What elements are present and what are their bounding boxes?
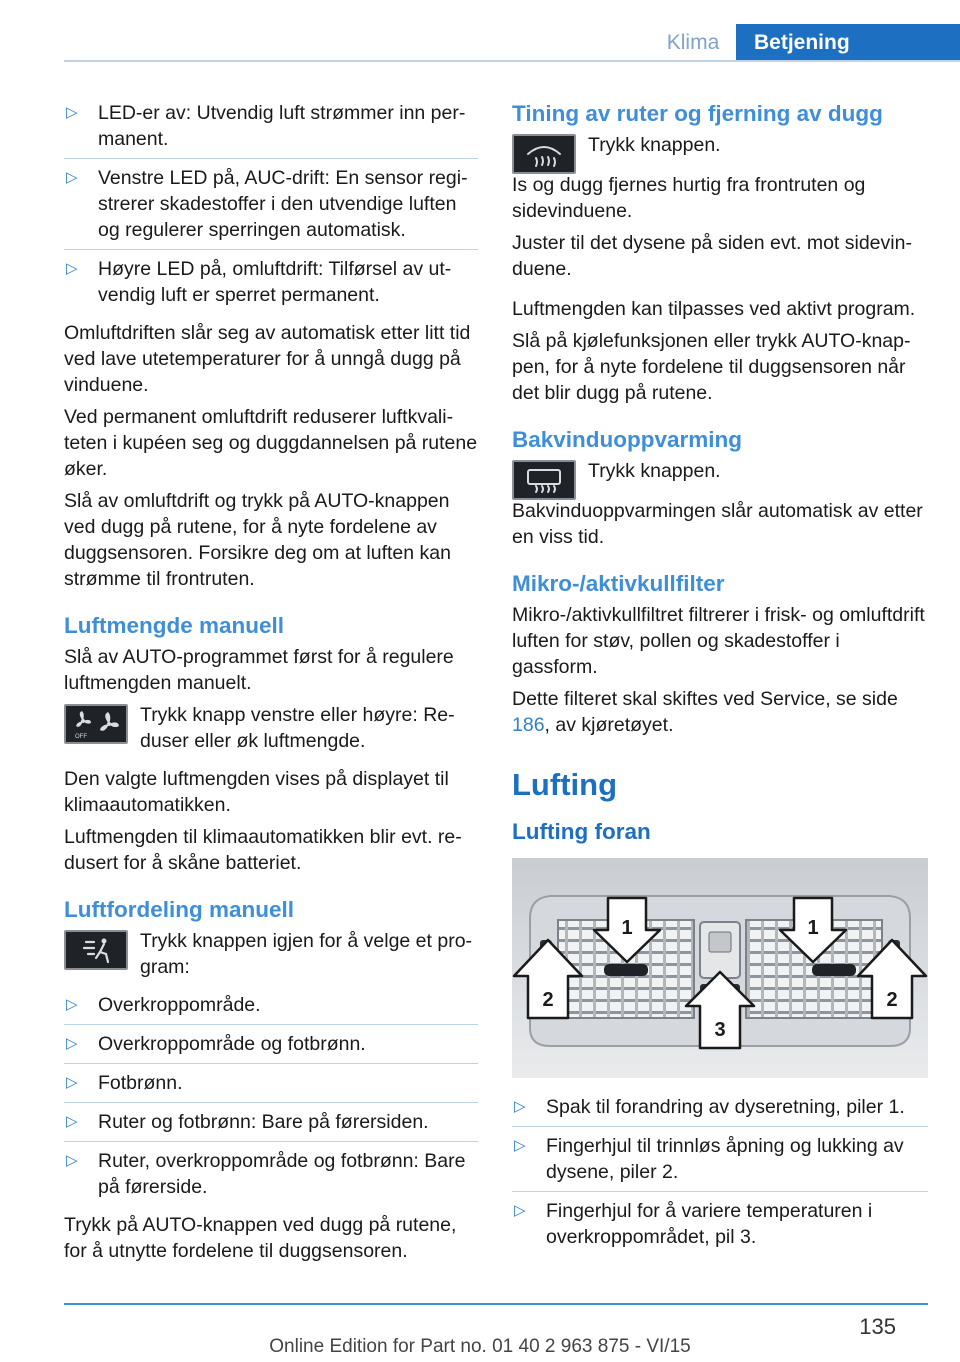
vent-controls-list [512, 1094, 928, 1256]
triangle-bullet-icon: ▷ [66, 1035, 78, 1052]
rear-window-defrost-icon [512, 460, 576, 500]
icon-text: Trykk knappen. [588, 134, 721, 156]
triangle-bullet-icon: ▷ [514, 1202, 526, 1219]
distribution-program-list [64, 992, 478, 1206]
heading-lufting-foran: Lufting foran [512, 819, 651, 844]
header-tab-klima: Klima [666, 31, 720, 54]
list-item: ▷ Overkroppområde. [64, 992, 478, 1025]
page-number: 135 [859, 1314, 896, 1339]
arrow-label-2-left: 2 [542, 989, 554, 1011]
icon-text: Trykk knappen igjen for å velge et program: [140, 930, 473, 978]
triangle-bullet-icon: ▷ [514, 1098, 526, 1115]
footer-rule [64, 1303, 928, 1305]
list-item: ▷ Ruter og fotbrønn: Bare på førersiden. [64, 1109, 478, 1142]
list-item: ▷ Ruter, overkroppområde og fotbrønn: Bare på førerside. [66, 1150, 466, 1198]
list-item: ▷ Overkroppområde og fotbrønn. [64, 1031, 478, 1064]
triangle-bullet-icon: ▷ [66, 104, 78, 121]
header-rule [64, 60, 960, 62]
paragraph: Slå av omluftdrift og trykk på AUTO-knappen ved dugg på rutene, for å nyte fordelene av duggsensoren. Forsikre deg om at luften kan strømme til frontruten. [64, 490, 451, 590]
paragraph: Luftmengden til klimaautomatikken blir evt. redusert for å skåne batteriet. [64, 826, 462, 874]
triangle-bullet-icon: ▷ [66, 169, 78, 186]
arrow-label-2-right: 2 [886, 989, 898, 1011]
icon-text: Trykk knapp venstre eller høyre: Reduser eller øk luftmengde. [140, 704, 455, 752]
front-vent-illustration [512, 858, 928, 1078]
icon-text: Trykk knappen. [588, 460, 721, 482]
fan-button-icon [64, 704, 128, 744]
paragraph: Luftmengden kan tilpasses ved aktivt program. [512, 298, 916, 320]
triangle-bullet-icon: ▷ [66, 1113, 78, 1130]
arrow-label-1-right: 1 [807, 917, 819, 939]
air-intake-list [64, 100, 478, 314]
triangle-bullet-icon: ▷ [66, 1074, 78, 1091]
windshield-defrost-icon [512, 134, 576, 174]
list-item: ▷ Fingerhjul for å variere temperaturen i overkroppområdet, pil 3. [514, 1200, 873, 1248]
paragraph: Dette filteret skal skiftes ved Service, se side 186, av kjøretøyet. [512, 688, 898, 736]
air-distribution-button-row [64, 928, 478, 984]
right-column [512, 100, 928, 1262]
header-tab-betjening: Betjening [736, 24, 960, 62]
list-item: ▷ Spak til forandring av dyseretning, piler 1. [512, 1094, 928, 1127]
air-distribution-button-icon [64, 930, 128, 970]
heading-bakvindu: Bakvinduoppvarming [512, 427, 743, 452]
triangle-bullet-icon: ▷ [66, 1152, 78, 1169]
arrow-label-1-left: 1 [621, 917, 633, 939]
list-item: ▷ Venstre LED på, AUC-drift: En sensor registrerer skadestoffer i den utvendige luften og regulerer sperringen automatisk. [64, 165, 478, 250]
list-item: ▷ Høyre LED på, omluftdrift: Tilførsel av utvendig luft er sperret permanent. [66, 258, 452, 306]
heading-filter: Mikro-/aktivkullfilter [512, 571, 725, 596]
list-item: ▷ LED-er av: Utvendig luft strømmer inn permanent. [64, 100, 478, 159]
left-column [64, 100, 478, 1270]
page-link-186[interactable]: 186 [512, 714, 545, 736]
paragraph: Ved permanent omluftdrift reduserer luftkvaliteten i kupéen seg og duggdannelsen på rutene øker. [64, 406, 478, 480]
paragraph: Mikro-/aktivkullfiltret filtrerer i frisk- og omluftdrift luften for støv, pollen og skadestoffer i gassform. [512, 604, 925, 678]
paragraph: Slå på kjølefunksjonen eller trykk AUTO-knappen, for å nyte fordelene til duggsensoren når det blir dugg på rutene. [512, 330, 911, 404]
paragraph: Is og dugg fjernes hurtig fra frontruten og sidevinduene. [512, 174, 866, 222]
paragraph: Slå av AUTO-programmet først for å regulere luftmengden manuelt. [64, 646, 454, 694]
triangle-bullet-icon: ▷ [514, 1137, 526, 1154]
arrow-label-3: 3 [714, 1019, 726, 1041]
paragraph: Omluftdriften slår seg av automatisk etter litt tid ved lave utetemperaturer for å unngå dugg på vinduene. [64, 322, 471, 396]
heading-luftfordeling: Luftfordeling manuell [64, 897, 294, 922]
rear-defrost-button-row [512, 458, 928, 500]
defrost-button-row [512, 132, 928, 174]
svg-text:OFF: OFF [75, 734, 87, 740]
list-item: ▷ Fingerhjul til trinnløs åpning og lukking av dysene, piler 2. [512, 1133, 928, 1192]
edition-footer: Online Edition for Part no. 01 40 2 963 875 - VI/15 [269, 1336, 691, 1357]
heading-luftmengde: Luftmengde manuell [64, 613, 285, 638]
paragraph: Juster til det dysene på siden evt. mot sidevinduene. [512, 232, 912, 280]
triangle-bullet-icon: ▷ [66, 996, 78, 1013]
heading-lufting: Lufting [512, 767, 618, 802]
airflow-button-row [64, 702, 478, 758]
paragraph: Trykk på AUTO-knappen ved dugg på rutene, for å utnytte fordelene til duggsensoren. [64, 1214, 457, 1262]
list-item: ▷ Fotbrønn. [64, 1070, 478, 1103]
paragraph: Bakvinduoppvarmingen slår automatisk av etter en viss tid. [512, 500, 923, 548]
triangle-bullet-icon: ▷ [66, 260, 78, 277]
paragraph: Den valgte luftmengden vises på displayet til klimaautomatikken. [64, 768, 449, 816]
heading-tining: Tining av ruter og fjerning av dugg [512, 101, 883, 126]
